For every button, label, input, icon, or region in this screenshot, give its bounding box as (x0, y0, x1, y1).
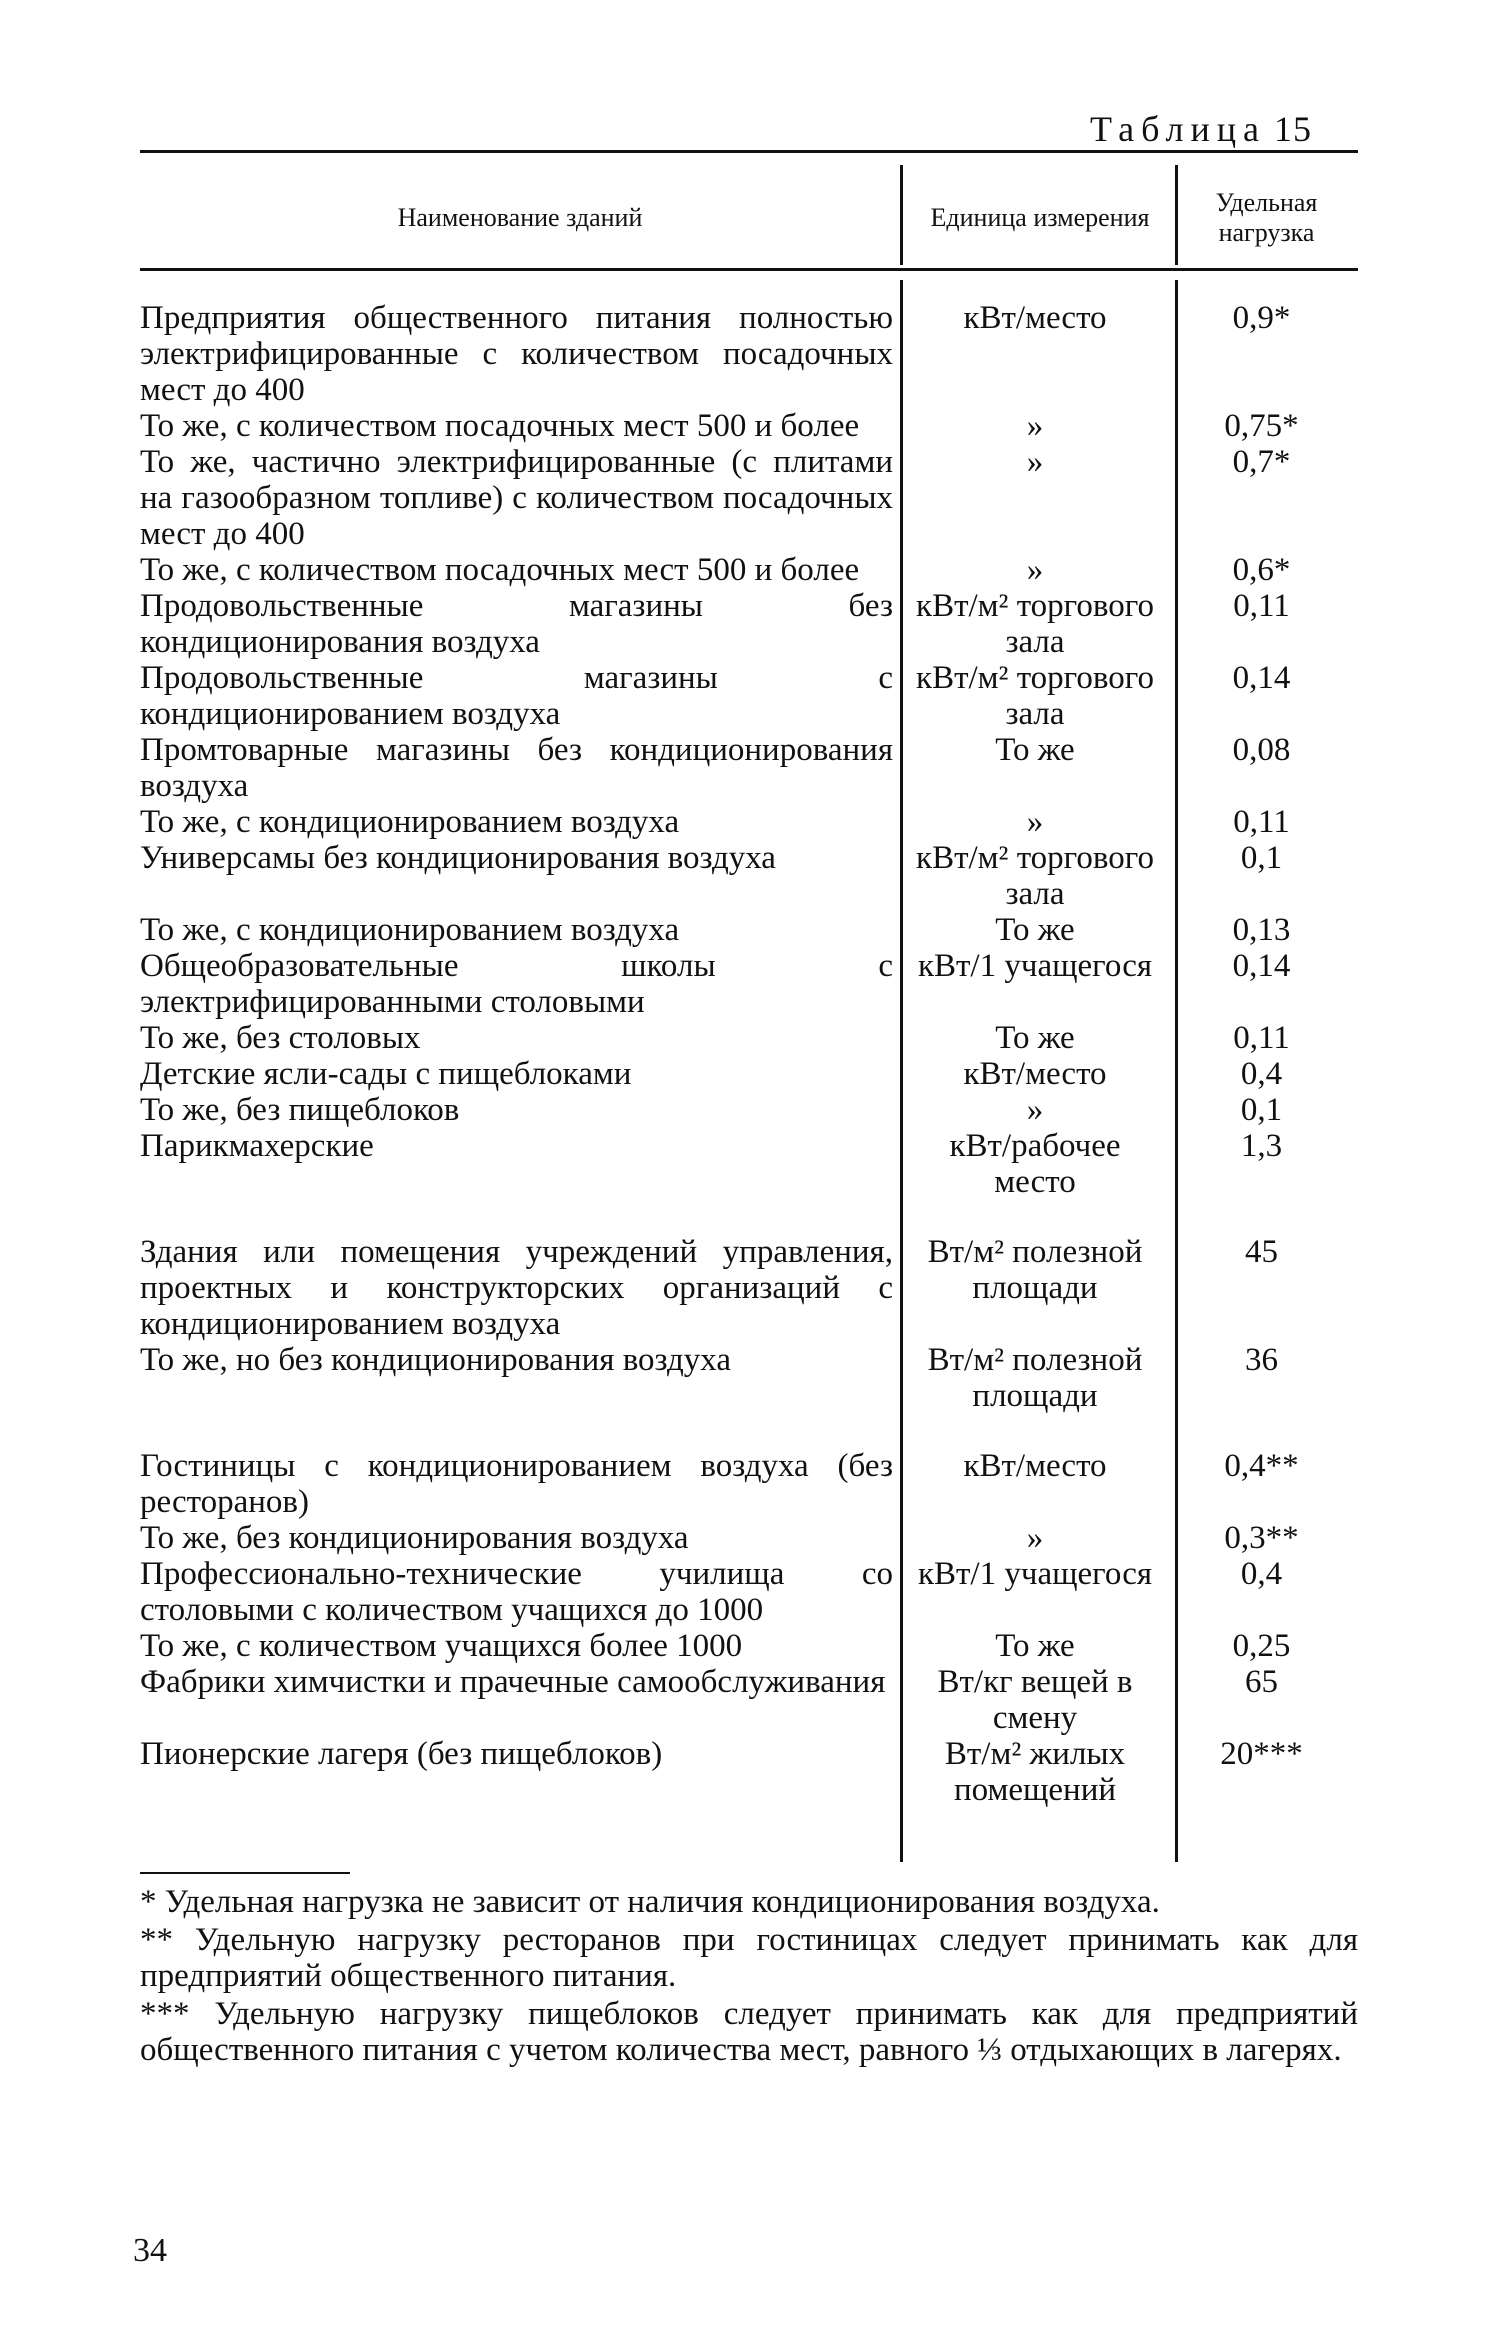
load-table (140, 300, 1358, 1808)
cell-unit: кВт/место (963, 1448, 1107, 1484)
cell-load: 0,4 (1240, 1056, 1283, 1092)
cell-unit: Вт/м² жилых помещений (944, 1736, 1126, 1808)
cell-load: 0,75* (1224, 408, 1299, 444)
cell-load: 0,14 (1232, 660, 1291, 696)
footnote-3: *** Удельную нагрузку пищеблоков следует принимать как для предприятий общественного питания с учетом количества мест, равного ⅓ отдыхающих в лагерях. (140, 1996, 1358, 2068)
footnote-1: * Удельная нагрузка не зависит от наличия кондиционирования воздуха. (140, 1884, 1160, 1920)
cell-load: 0,9* (1232, 300, 1291, 336)
cell-unit: кВт/место (963, 300, 1107, 336)
cell-load: 0,11 (1233, 804, 1290, 840)
table-row (140, 1200, 1358, 1342)
cell-unit: » (1026, 552, 1044, 588)
cell-name: Общеобразовательные школы с электрифицированными столовыми (140, 948, 893, 1020)
cell-load: 0,4 (1240, 1556, 1283, 1592)
cell-name: То же, без столовых (140, 1020, 421, 1056)
footnotes (140, 1884, 1358, 2070)
table-row (140, 1520, 1358, 1556)
cell-unit: кВт/рабочее место (949, 1128, 1121, 1200)
header-name: Наименование зданий (397, 203, 643, 232)
table-row (140, 1736, 1358, 1808)
table-row (140, 948, 1358, 1020)
cell-load: 0,11 (1233, 588, 1290, 624)
footnote-rule (140, 1872, 350, 1874)
table-row (140, 1556, 1358, 1628)
table-row (140, 804, 1358, 840)
cell-load: 0,14 (1232, 948, 1291, 984)
table-row (140, 1664, 1358, 1736)
table-row (140, 408, 1358, 444)
cell-unit: То же (995, 912, 1075, 948)
table-row (140, 912, 1358, 948)
cell-unit: кВт/место (963, 1056, 1107, 1092)
cell-name: То же, с кондиционированием воздуха (140, 912, 680, 948)
cell-unit: То же (995, 1628, 1075, 1664)
footnote-2: ** Удельную нагрузку ресторанов при гостиницах следует принимать как для предприятий общественного питания. (140, 1922, 1358, 1994)
cell-load: 45 (1245, 1234, 1278, 1270)
cell-unit: кВт/м² торгового зала (916, 660, 1154, 732)
page-number: 34 (133, 2232, 167, 2269)
table-row (140, 300, 1358, 408)
cell-unit: » (1026, 1520, 1044, 1556)
cell-load: 0,11 (1233, 1020, 1290, 1056)
cell-load: 0,13 (1232, 912, 1291, 948)
cell-name: Продовольственные магазины без кондиционирования воздуха (140, 588, 893, 660)
cell-load: 1,3 (1240, 1128, 1283, 1164)
cell-name: Продовольственные магазины с кондиционированием воздуха (140, 660, 893, 732)
cell-load: 0,4** (1224, 1448, 1299, 1484)
cell-name: Парикмахерские (140, 1128, 374, 1164)
cell-unit: Вт/кг вещей в смену (937, 1664, 1133, 1736)
cell-name: То же, без пищеблоков (140, 1092, 460, 1128)
table-caption (1090, 108, 1312, 150)
cell-load: 0,7* (1232, 444, 1291, 480)
cell-unit: кВт/м² торгового зала (916, 588, 1154, 660)
cell-load: 65 (1245, 1664, 1278, 1700)
cell-name: То же, без кондиционирования воздуха (140, 1520, 689, 1556)
header-divider-1 (900, 165, 903, 265)
cell-name: Предприятия общественного питания полностью электрифицированные с количеством посадочных мест до 400 (140, 300, 893, 408)
cell-unit: » (1026, 1092, 1044, 1128)
cell-name: Здания или помещения учреждений управления, проектных и конструкторских организаций с кондиционированием воздуха (140, 1234, 893, 1342)
cell-name: То же, частично электрифицированные (с плитами на газообразном топливе) с количеством посадочных мест до 400 (140, 444, 893, 552)
table-body (140, 300, 1358, 1808)
cell-name: Универсамы без кондиционирования воздуха (140, 840, 776, 876)
table-row (140, 1414, 1358, 1520)
cell-unit: кВт/м² торгового зала (916, 840, 1154, 912)
cell-unit: кВт/1 учащегося (917, 1556, 1153, 1592)
cell-unit: То же (995, 732, 1075, 768)
cell-load: 0,1 (1240, 840, 1283, 876)
cell-unit: » (1026, 444, 1044, 480)
cell-load: 0,25 (1232, 1628, 1291, 1664)
cell-load: 0,6* (1232, 552, 1291, 588)
cell-load: 0,3** (1224, 1520, 1299, 1556)
cell-name: То же, с количеством учащихся более 1000 (140, 1628, 743, 1664)
table-row (140, 1128, 1358, 1200)
table-row (140, 1020, 1358, 1056)
table-row (140, 1342, 1358, 1414)
cell-unit: кВт/1 учащегося (917, 948, 1153, 984)
header-load: Удельная нагрузка (1215, 188, 1318, 247)
cell-name: То же, с кондиционированием воздуха (140, 804, 680, 840)
cell-name: Пионерские лагеря (без пищеблоков) (140, 1736, 663, 1772)
table-row (140, 552, 1358, 588)
table-top-rule (140, 150, 1358, 153)
table-row (140, 1628, 1358, 1664)
cell-load: 36 (1245, 1342, 1278, 1378)
cell-unit: Вт/м² полезной площади (927, 1342, 1143, 1414)
cell-name: Промтоварные магазины без кондиционирования воздуха (140, 732, 893, 804)
cell-unit: Вт/м² полезной площади (927, 1234, 1143, 1306)
cell-unit: То же (995, 1020, 1075, 1056)
header-bottom-rule (140, 268, 1358, 271)
table-row (140, 840, 1358, 912)
cell-unit: » (1026, 804, 1044, 840)
cell-name: То же, с количеством посадочных мест 500 и более (140, 552, 860, 588)
cell-load: 20*** (1220, 1736, 1303, 1772)
cell-name: Профессионально-технические училища со столовыми с количеством учащихся до 1000 (140, 1556, 893, 1628)
cell-name: То же, но без кондиционирования воздуха (140, 1342, 731, 1378)
table-row (140, 1056, 1358, 1092)
cell-unit: » (1026, 408, 1044, 444)
cell-name: Гостиницы с кондиционированием воздуха (без ресторанов) (140, 1448, 893, 1520)
cell-name: Детские ясли-сады с пищеблоками (140, 1056, 632, 1092)
cell-load: 0,08 (1232, 732, 1291, 768)
table-row (140, 1092, 1358, 1128)
cell-name: То же, с количеством посадочных мест 500 и более (140, 408, 860, 444)
cell-name: Фабрики химчистки и прачечные самообслуживания (140, 1664, 886, 1700)
table-row (140, 444, 1358, 552)
table-row (140, 732, 1358, 804)
cell-load: 0,1 (1240, 1092, 1283, 1128)
header-unit: Единица измерения (930, 203, 1150, 232)
table-caption-number: 15 (1273, 109, 1312, 149)
header-divider-2 (1175, 165, 1178, 265)
table-row (140, 588, 1358, 660)
table-caption-label: Таблица (1090, 109, 1266, 149)
table-row (140, 660, 1358, 732)
